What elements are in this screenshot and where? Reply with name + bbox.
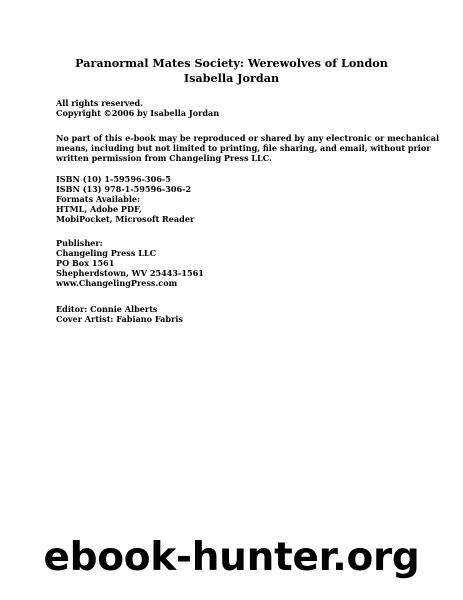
credits-block xyxy=(56,304,426,324)
title-block xyxy=(0,56,463,86)
formats-line: MobiPocket, Microsoft Reader xyxy=(56,214,195,224)
formats-line: HTML, Adobe PDF, xyxy=(56,204,142,214)
book-title: Paranormal Mates Society: Werewolves of London xyxy=(75,56,388,70)
formats-heading: Formats Available: xyxy=(56,194,141,204)
notice-line: written permission from Changeling Press LLC. xyxy=(56,153,272,163)
isbn-10: ISBN (10) 1-59596-306-5 xyxy=(56,174,171,184)
copyright-line: Copyright ©2006 by Isabella Jordan xyxy=(56,108,220,118)
rights-line: All rights reserved. xyxy=(56,98,143,108)
watermark-text: ebook-hunter.org xyxy=(43,535,420,580)
isbn-13: ISBN (13) 978-1-59596-306-2 xyxy=(56,184,192,194)
publisher-website: www.ChangelingPress.com xyxy=(56,278,178,288)
cover-artist-credit: Cover Artist: Fabiano Fabris xyxy=(56,314,183,324)
notice-line: No part of this e-book may be reproduced or shared by any electronic or mechanical xyxy=(56,133,440,143)
publisher-po-box: PO Box 1561 xyxy=(56,258,115,268)
publisher-name: Changeling Press LLC xyxy=(56,248,157,258)
author-name: Isabella Jordan xyxy=(183,71,280,85)
publisher-heading: Publisher: xyxy=(56,238,103,248)
notice-line: means, including but not limited to printing, file sharing, and email, without prior xyxy=(56,143,431,153)
legal-notice xyxy=(56,133,440,163)
publisher-block xyxy=(56,238,426,288)
isbn-block xyxy=(56,174,426,224)
publisher-city: Shepherdstown, WV 25443-1561 xyxy=(56,268,204,278)
rights-block xyxy=(56,98,426,118)
editor-credit: Editor: Connie Alberts xyxy=(56,304,158,314)
